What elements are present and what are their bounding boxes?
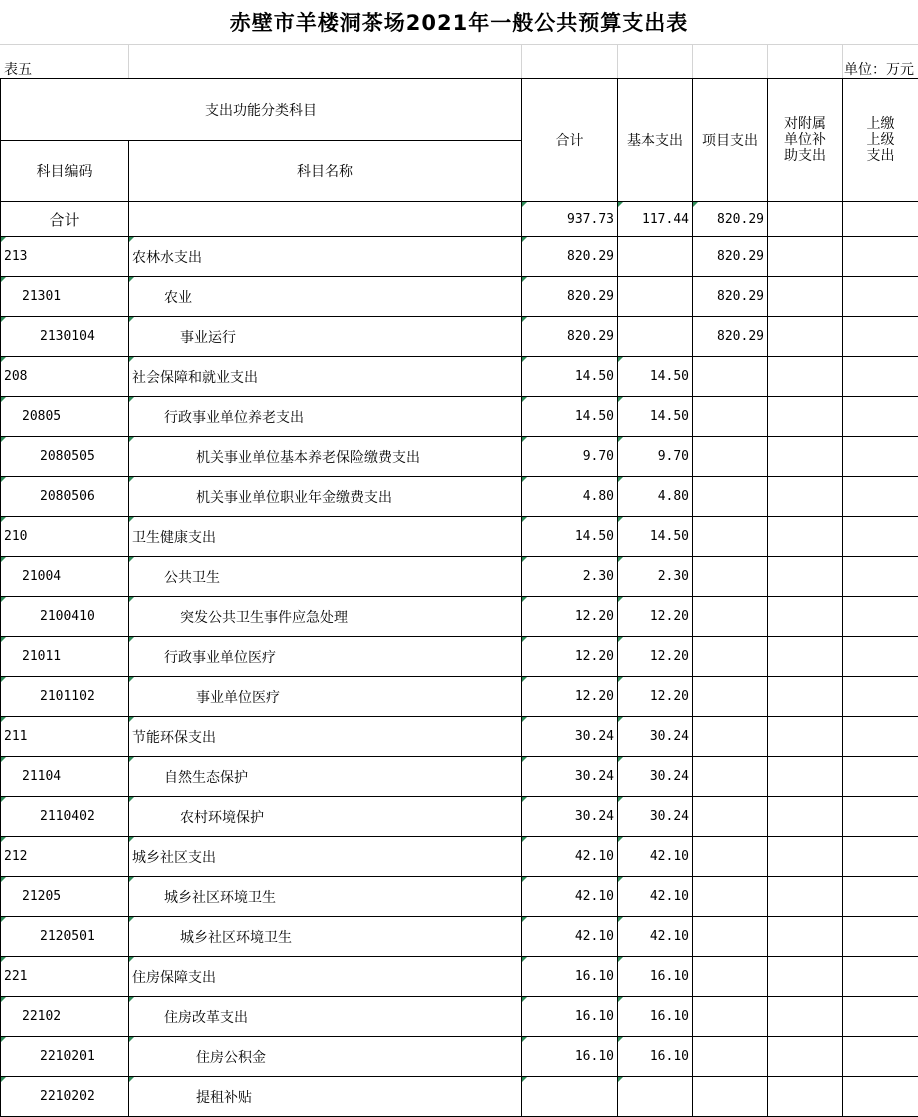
header-subsidy-text: 对附属单位补助支出 bbox=[779, 116, 831, 164]
row-remit bbox=[843, 1037, 918, 1077]
total-project: 820.29 bbox=[693, 202, 768, 237]
row-project: 820.29 bbox=[693, 277, 768, 317]
row-name: 事业运行 bbox=[129, 317, 522, 357]
row-code: 22102 bbox=[1, 997, 129, 1037]
row-subsidy bbox=[768, 797, 843, 837]
row-basic: 12.20 bbox=[618, 637, 693, 677]
table-row bbox=[1, 437, 918, 477]
row-remit bbox=[843, 717, 918, 757]
row-total: 14.50 bbox=[522, 517, 618, 557]
grid-line bbox=[842, 45, 843, 79]
row-name: 自然生态保护 bbox=[129, 757, 522, 797]
row-project bbox=[693, 837, 768, 877]
row-project bbox=[693, 757, 768, 797]
grid-line bbox=[617, 45, 618, 79]
row-name: 农业 bbox=[129, 277, 522, 317]
row-project bbox=[693, 637, 768, 677]
row-name: 机关事业单位基本养老保险缴费支出 bbox=[129, 437, 522, 477]
row-remit bbox=[843, 917, 918, 957]
row-total: 30.24 bbox=[522, 797, 618, 837]
row-code: 2110402 bbox=[1, 797, 129, 837]
row-name: 提租补贴 bbox=[129, 1077, 522, 1117]
row-name: 农林水支出 bbox=[129, 237, 522, 277]
row-code: 2210201 bbox=[1, 1037, 129, 1077]
row-subsidy bbox=[768, 397, 843, 437]
header-name: 科目名称 bbox=[129, 141, 522, 202]
row-project bbox=[693, 397, 768, 437]
table-row bbox=[1, 397, 918, 437]
row-name: 节能环保支出 bbox=[129, 717, 522, 757]
row-basic: 14.50 bbox=[618, 517, 693, 557]
row-remit bbox=[843, 1077, 918, 1117]
row-remit bbox=[843, 317, 918, 357]
row-subsidy bbox=[768, 1077, 843, 1117]
row-project bbox=[693, 437, 768, 477]
budget-table bbox=[0, 78, 918, 1117]
row-total: 16.10 bbox=[522, 997, 618, 1037]
row-name: 社会保障和就业支出 bbox=[129, 357, 522, 397]
row-name: 事业单位医疗 bbox=[129, 677, 522, 717]
row-project: 820.29 bbox=[693, 237, 768, 277]
total-remit bbox=[843, 202, 918, 237]
header-function-category: 支出功能分类科目 bbox=[1, 79, 522, 141]
row-subsidy bbox=[768, 877, 843, 917]
row-name: 农村环境保护 bbox=[129, 797, 522, 837]
header-subsidy bbox=[768, 79, 843, 202]
row-code: 20805 bbox=[1, 397, 129, 437]
row-code: 221 bbox=[1, 957, 129, 997]
row-total: 12.20 bbox=[522, 637, 618, 677]
row-basic: 30.24 bbox=[618, 757, 693, 797]
table-row bbox=[1, 277, 918, 317]
row-remit bbox=[843, 757, 918, 797]
header-code: 科目编码 bbox=[1, 141, 129, 202]
row-code: 211 bbox=[1, 717, 129, 757]
table-row bbox=[1, 757, 918, 797]
row-basic: 16.10 bbox=[618, 957, 693, 997]
table-row bbox=[1, 1037, 918, 1077]
row-subsidy bbox=[768, 317, 843, 357]
table-row bbox=[1, 917, 918, 957]
row-remit bbox=[843, 597, 918, 637]
row-project: 820.29 bbox=[693, 317, 768, 357]
row-name: 住房保障支出 bbox=[129, 957, 522, 997]
total-amount: 937.73 bbox=[522, 202, 618, 237]
row-name: 城乡社区环境卫生 bbox=[129, 877, 522, 917]
row-remit bbox=[843, 477, 918, 517]
row-subsidy bbox=[768, 557, 843, 597]
row-project bbox=[693, 677, 768, 717]
row-basic: 42.10 bbox=[618, 837, 693, 877]
row-remit bbox=[843, 397, 918, 437]
row-code: 2120501 bbox=[1, 917, 129, 957]
grid-line bbox=[767, 45, 768, 79]
row-remit bbox=[843, 357, 918, 397]
header-remit bbox=[843, 79, 918, 202]
page-title: 赤壁市羊楼洞茶场2021年一般公共预算支出表 bbox=[0, 0, 918, 45]
row-code: 212 bbox=[1, 837, 129, 877]
row-remit bbox=[843, 837, 918, 877]
row-remit bbox=[843, 517, 918, 557]
total-name-cell bbox=[129, 202, 522, 237]
row-project bbox=[693, 797, 768, 837]
table-row bbox=[1, 637, 918, 677]
row-total: 16.10 bbox=[522, 957, 618, 997]
row-total: 42.10 bbox=[522, 917, 618, 957]
row-subsidy bbox=[768, 917, 843, 957]
grid-line bbox=[128, 45, 129, 79]
unit-label: 单位：万元 bbox=[844, 59, 914, 79]
row-subsidy bbox=[768, 437, 843, 477]
row-basic bbox=[618, 1077, 693, 1117]
row-subsidy bbox=[768, 677, 843, 717]
row-total: 30.24 bbox=[522, 757, 618, 797]
table-row bbox=[1, 357, 918, 397]
row-project bbox=[693, 1077, 768, 1117]
row-subsidy bbox=[768, 997, 843, 1037]
row-basic bbox=[618, 317, 693, 357]
table-row bbox=[1, 717, 918, 757]
table-row bbox=[1, 677, 918, 717]
row-subsidy bbox=[768, 837, 843, 877]
row-total: 14.50 bbox=[522, 357, 618, 397]
row-project bbox=[693, 877, 768, 917]
row-subsidy bbox=[768, 357, 843, 397]
row-code: 2080506 bbox=[1, 477, 129, 517]
row-project bbox=[693, 477, 768, 517]
row-remit bbox=[843, 557, 918, 597]
row-total: 14.50 bbox=[522, 397, 618, 437]
row-total: 820.29 bbox=[522, 237, 618, 277]
row-subsidy bbox=[768, 597, 843, 637]
row-total: 9.70 bbox=[522, 437, 618, 477]
row-subsidy bbox=[768, 637, 843, 677]
row-total bbox=[522, 1077, 618, 1117]
row-subsidy bbox=[768, 957, 843, 997]
table-label: 表五 bbox=[4, 59, 32, 79]
table-row bbox=[1, 317, 918, 357]
row-basic: 2.30 bbox=[618, 557, 693, 597]
row-code: 2101102 bbox=[1, 677, 129, 717]
row-remit bbox=[843, 277, 918, 317]
row-code: 2210202 bbox=[1, 1077, 129, 1117]
row-name: 行政事业单位养老支出 bbox=[129, 397, 522, 437]
header-project: 项目支出 bbox=[693, 79, 768, 202]
grid-line bbox=[692, 45, 693, 79]
row-code: 21205 bbox=[1, 877, 129, 917]
row-project bbox=[693, 597, 768, 637]
total-row bbox=[1, 202, 918, 237]
row-project bbox=[693, 557, 768, 597]
row-name: 机关事业单位职业年金缴费支出 bbox=[129, 477, 522, 517]
row-basic: 12.20 bbox=[618, 597, 693, 637]
row-basic: 14.50 bbox=[618, 397, 693, 437]
table-meta-row bbox=[0, 45, 918, 79]
table-row bbox=[1, 877, 918, 917]
row-remit bbox=[843, 237, 918, 277]
grid-line bbox=[521, 45, 522, 79]
row-name: 住房改革支出 bbox=[129, 997, 522, 1037]
header-total: 合计 bbox=[522, 79, 618, 202]
row-basic: 30.24 bbox=[618, 717, 693, 757]
row-name: 行政事业单位医疗 bbox=[129, 637, 522, 677]
row-total: 4.80 bbox=[522, 477, 618, 517]
row-project bbox=[693, 917, 768, 957]
row-remit bbox=[843, 677, 918, 717]
table-row bbox=[1, 597, 918, 637]
row-remit bbox=[843, 957, 918, 997]
row-total: 12.20 bbox=[522, 677, 618, 717]
total-label: 合计 bbox=[1, 202, 129, 237]
row-basic: 12.20 bbox=[618, 677, 693, 717]
row-code: 21104 bbox=[1, 757, 129, 797]
row-total: 42.10 bbox=[522, 877, 618, 917]
row-code: 210 bbox=[1, 517, 129, 557]
row-project bbox=[693, 1037, 768, 1077]
row-remit bbox=[843, 877, 918, 917]
row-basic bbox=[618, 277, 693, 317]
row-name: 突发公共卫生事件应急处理 bbox=[129, 597, 522, 637]
row-name: 卫生健康支出 bbox=[129, 517, 522, 557]
row-code: 2080505 bbox=[1, 437, 129, 477]
total-subsidy bbox=[768, 202, 843, 237]
row-basic bbox=[618, 237, 693, 277]
row-total: 30.24 bbox=[522, 717, 618, 757]
row-subsidy bbox=[768, 237, 843, 277]
row-basic: 14.50 bbox=[618, 357, 693, 397]
row-total: 16.10 bbox=[522, 1037, 618, 1077]
table-row bbox=[1, 997, 918, 1037]
row-code: 2130104 bbox=[1, 317, 129, 357]
header-basic: 基本支出 bbox=[618, 79, 693, 202]
row-basic: 42.10 bbox=[618, 917, 693, 957]
row-code: 21301 bbox=[1, 277, 129, 317]
row-name: 公共卫生 bbox=[129, 557, 522, 597]
row-project bbox=[693, 957, 768, 997]
row-basic: 4.80 bbox=[618, 477, 693, 517]
row-subsidy bbox=[768, 477, 843, 517]
row-basic: 42.10 bbox=[618, 877, 693, 917]
row-code: 208 bbox=[1, 357, 129, 397]
table-row bbox=[1, 517, 918, 557]
row-total: 42.10 bbox=[522, 837, 618, 877]
row-total: 820.29 bbox=[522, 317, 618, 357]
row-project bbox=[693, 717, 768, 757]
row-subsidy bbox=[768, 717, 843, 757]
row-subsidy bbox=[768, 757, 843, 797]
table-row bbox=[1, 797, 918, 837]
row-remit bbox=[843, 637, 918, 677]
row-total: 2.30 bbox=[522, 557, 618, 597]
row-code: 213 bbox=[1, 237, 129, 277]
row-basic: 16.10 bbox=[618, 1037, 693, 1077]
total-basic: 117.44 bbox=[618, 202, 693, 237]
table-row bbox=[1, 237, 918, 277]
row-basic: 16.10 bbox=[618, 997, 693, 1037]
row-subsidy bbox=[768, 1037, 843, 1077]
row-code: 21011 bbox=[1, 637, 129, 677]
row-name: 住房公积金 bbox=[129, 1037, 522, 1077]
row-code: 21004 bbox=[1, 557, 129, 597]
row-remit bbox=[843, 437, 918, 477]
table-row bbox=[1, 1077, 918, 1117]
row-remit bbox=[843, 997, 918, 1037]
row-total: 820.29 bbox=[522, 277, 618, 317]
row-project bbox=[693, 357, 768, 397]
table-row bbox=[1, 837, 918, 877]
row-subsidy bbox=[768, 517, 843, 557]
table-row bbox=[1, 957, 918, 997]
row-remit bbox=[843, 797, 918, 837]
row-name: 城乡社区支出 bbox=[129, 837, 522, 877]
header-remit-text: 上缴上级支出 bbox=[867, 116, 895, 164]
row-basic: 9.70 bbox=[618, 437, 693, 477]
row-total: 12.20 bbox=[522, 597, 618, 637]
row-code: 2100410 bbox=[1, 597, 129, 637]
row-name: 城乡社区环境卫生 bbox=[129, 917, 522, 957]
table-row bbox=[1, 477, 918, 517]
row-basic: 30.24 bbox=[618, 797, 693, 837]
table-row bbox=[1, 557, 918, 597]
row-project bbox=[693, 997, 768, 1037]
row-project bbox=[693, 517, 768, 557]
row-subsidy bbox=[768, 277, 843, 317]
